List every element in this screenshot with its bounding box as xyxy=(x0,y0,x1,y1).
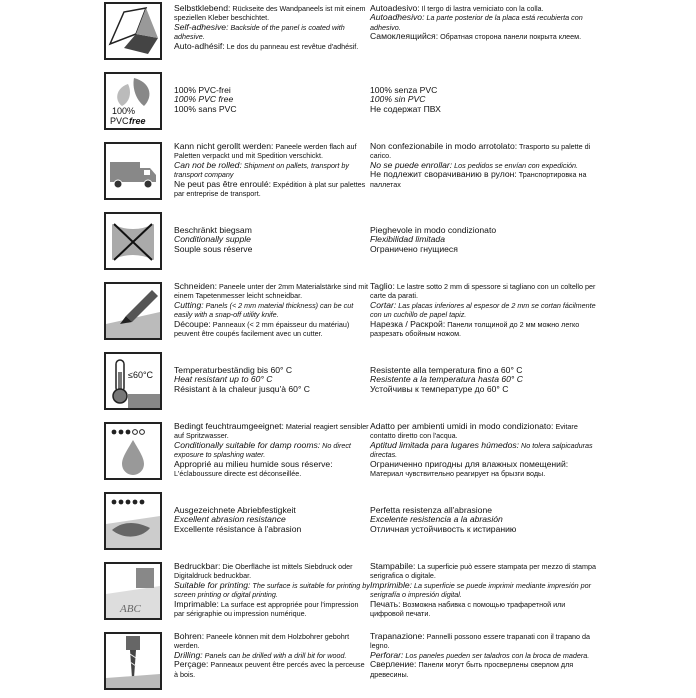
left-desc: Paneele werden flach auf Paletten verpackt und mit Spedition verschickt. xyxy=(174,142,357,161)
left-line xyxy=(174,600,370,619)
right-lead: Сверление: xyxy=(370,659,417,670)
right-lead: Imprimible: xyxy=(370,579,413,590)
right-lead: Не подлежит сворачиванию в рулон: xyxy=(370,169,517,180)
right-lead: Устойчивы к температуре до 60° C xyxy=(370,383,509,394)
right-text-column xyxy=(370,422,600,478)
right-text-column xyxy=(370,282,600,338)
right-desc: Pannelli possono essere trapanati con il trapano da legno. xyxy=(370,632,591,651)
right-line xyxy=(370,320,600,339)
left-text-column xyxy=(174,226,370,254)
left-desc: The surface is suitable for printing by screen printing or digital printing. xyxy=(174,580,370,600)
left-desc: Panneaux (< 2 mm épaisseur du matériau) peuvent être coupés facilement avec un cutter. xyxy=(174,319,350,339)
right-text-column xyxy=(370,632,600,679)
property-row xyxy=(0,352,696,418)
left-desc: Paneele unter der 2mm Materialstärke sind mit einem Tapetenmesser leicht schneidbar. xyxy=(174,282,369,301)
property-row xyxy=(0,282,696,348)
right-lead: Flexibilidad limitada xyxy=(370,234,445,245)
right-lead: Самоклеящийся: xyxy=(370,31,439,42)
left-lead: 100% PVC free xyxy=(174,94,234,105)
left-lead: Ne peut pas être enroulé: xyxy=(174,178,271,189)
right-text-column xyxy=(370,506,600,534)
left-line xyxy=(174,180,370,199)
right-desc: Материал чувствительно реагирует на брызги воды. xyxy=(370,469,546,479)
left-line xyxy=(174,301,370,320)
right-text-column xyxy=(370,366,600,394)
right-desc: Trasporto su palette di carico. xyxy=(370,142,591,161)
left-desc: No direct exposure to splashing water. xyxy=(174,440,351,460)
left-desc: Paneele können mit dem Holzbohrer gebohrt werden. xyxy=(174,632,350,651)
printable-surface-icon xyxy=(104,562,162,620)
left-line xyxy=(174,42,370,51)
right-lead: Ограниченно пригодны для влажных помещений: xyxy=(370,458,569,469)
left-lead: Self-adhesive: xyxy=(174,21,229,32)
right-lead: Нарезка / Раскрой: xyxy=(370,318,446,329)
right-desc: La parte posterior de la placa está recubierta con adhesivo. xyxy=(370,13,583,32)
left-lead: Excellente résistance à l'abrasion xyxy=(174,523,302,534)
right-lead: Autoadhesivo: xyxy=(370,12,425,23)
right-desc: Обратная сторона панели покрыта клеем. xyxy=(438,32,582,42)
right-line xyxy=(370,525,600,534)
left-desc: Backside of the panel is coated with adhesive. xyxy=(174,22,345,42)
right-line xyxy=(370,282,600,301)
left-line xyxy=(174,320,370,339)
right-lead: Perfetta resistenza all'abrasione xyxy=(370,505,493,515)
bend-crossed-icon xyxy=(104,212,162,270)
left-lead: Can not be rolled: xyxy=(174,159,242,170)
right-lead: Aptitud limitada para lugares húmedos: xyxy=(370,439,520,450)
right-lead: Excelente resistencia a la abrasión xyxy=(370,514,503,525)
left-desc: Panels (< 2 mm material thickness) can be cut easily with a snap-off utility knife. xyxy=(174,300,354,320)
left-lead: Heat resistant up to 60° C xyxy=(174,374,273,385)
left-lead: Bedingt feuchtraumgeeignet: xyxy=(174,421,284,431)
right-desc: Las placas inferiores al espesor de 2 mm se cortan fácilmente con un cuchillo de papel tapiz. xyxy=(370,300,596,320)
right-line xyxy=(370,142,600,161)
right-lead: Resistente alla temperatura fino a 60° C xyxy=(370,365,523,375)
right-lead: 100% senza PVC xyxy=(370,85,438,95)
pvc-free-leaf-icon xyxy=(104,72,162,130)
right-lead: No se puede enrollar: xyxy=(370,159,453,170)
left-text-column xyxy=(174,282,370,338)
right-lead: Perforar: xyxy=(370,649,404,660)
left-line xyxy=(174,245,370,254)
property-row xyxy=(0,212,696,278)
right-line xyxy=(370,581,600,600)
left-lead: Auto-adhésif: xyxy=(174,40,225,51)
right-line xyxy=(370,632,600,651)
right-line xyxy=(370,600,600,619)
right-line xyxy=(370,245,600,254)
right-line xyxy=(370,562,600,581)
left-line xyxy=(174,422,370,441)
left-line xyxy=(174,105,370,114)
left-lead: Imprimable: xyxy=(174,598,219,609)
right-line xyxy=(370,301,600,320)
right-text-column xyxy=(370,4,600,42)
left-desc: Le dos du panneau est revêtue d'adhésif. xyxy=(224,41,359,51)
right-line xyxy=(370,105,600,114)
left-lead: Conditionally supple xyxy=(174,234,251,245)
left-lead: Cutting: xyxy=(174,299,204,310)
left-desc: Material reagiert sensibler auf Spritzwasser. xyxy=(174,422,369,441)
left-line xyxy=(174,282,370,301)
left-lead: Conditionally suitable for damp rooms: xyxy=(174,439,321,450)
right-desc: No tolera salpicaduras directas. xyxy=(370,440,593,460)
right-lead: Печать: xyxy=(370,598,401,609)
right-lead: Stampabile: xyxy=(370,561,416,571)
right-lead: Ограничено гнущиеся xyxy=(370,243,458,254)
property-row xyxy=(0,562,696,628)
left-line xyxy=(174,581,370,600)
svg-text:≤60°C: ≤60°C xyxy=(128,370,154,380)
property-row xyxy=(0,2,696,68)
left-lead: Perçage: xyxy=(174,659,209,670)
left-desc: L'éclaboussure directe est déconseillée. xyxy=(174,469,302,479)
left-desc: Shipment on pallets, transport by transport company xyxy=(174,160,349,180)
left-lead: Ausgezeichnete Abriebfestigkeit xyxy=(174,505,296,515)
left-text-column xyxy=(174,632,370,679)
thermometer-icon xyxy=(104,352,162,410)
left-desc: Die Oberfläche ist mittels Siebdruck oder Digitaldruck bedruckbar. xyxy=(174,562,353,581)
right-line xyxy=(370,13,600,32)
left-lead: Bohren: xyxy=(174,631,205,641)
left-desc: Expédition à plat sur palettes par entreprise de transport. xyxy=(174,179,366,199)
left-lead: Beschränkt biegsam xyxy=(174,225,252,235)
left-lead: Découpe: xyxy=(174,318,211,329)
left-line xyxy=(174,4,370,23)
right-desc: Le lastre sotto 2 mm di spessore si tagliano con un coltello per carte da parati. xyxy=(370,282,596,301)
right-text-column xyxy=(370,226,600,254)
right-desc: La superficie se puede imprimir mediante impresión por serigrafía o impresión digital. xyxy=(370,580,592,600)
right-text-column xyxy=(370,142,600,189)
delivery-truck-icon xyxy=(104,142,162,200)
left-desc: La surface est appropriée pour l'impression par sérigraphie ou impression numérique. xyxy=(174,599,359,619)
right-line xyxy=(370,385,600,394)
svg-text:PVC: PVC xyxy=(110,116,129,126)
right-desc: Панели толщиной до 2 мм можно легко разрезать обойным ножом. xyxy=(370,319,580,339)
right-lead: Pieghevole in modo condizionato xyxy=(370,225,497,235)
svg-text:100%: 100% xyxy=(112,106,136,116)
right-lead: Не содержат ПВХ xyxy=(370,103,441,114)
left-lead: Excellent abrasion resistance xyxy=(174,514,286,525)
left-desc: Panels can be drilled with a drill bit for wood. xyxy=(202,650,347,660)
left-lead: 100% sans PVC xyxy=(174,103,237,114)
right-line xyxy=(370,660,600,679)
right-line xyxy=(370,32,600,41)
right-desc: La superficie può essere stampata per mezzo di stampa serigrafica o digitale. xyxy=(370,562,596,581)
right-desc: Los pedidos se envían con expedición. xyxy=(452,160,579,170)
property-row xyxy=(0,142,696,208)
right-desc: Il tergo di lastra verniciato con la colla. xyxy=(419,4,544,13)
left-text-column xyxy=(174,4,370,51)
right-desc: Панели могут быть просверлены сверлом для древесины. xyxy=(370,660,574,679)
right-lead: Adatto per ambienti umidi in modo condizionato: xyxy=(370,421,554,431)
left-line xyxy=(174,142,370,161)
right-desc: Evitare contatto diretto con l'acqua. xyxy=(370,422,578,441)
left-desc: Panneaux peuvent être percés avec la perceuse à bois. xyxy=(174,660,365,679)
right-lead: Non confezionabile in modo arrotolato: xyxy=(370,141,518,151)
right-lead: Trapanazione: xyxy=(370,631,425,641)
right-lead: Autoadesivo: xyxy=(370,3,420,13)
right-line xyxy=(370,441,600,460)
left-lead: Suitable for printing: xyxy=(174,579,251,590)
left-line xyxy=(174,562,370,581)
water-drop-icon xyxy=(104,422,162,480)
left-lead: Drilling: xyxy=(174,649,203,660)
left-desc: Rückseite des Wandpaneels ist mit einem speziellen Kleber beschichtet. xyxy=(174,4,366,23)
self-adhesive-panel-icon xyxy=(104,2,162,60)
svg-text:free: free xyxy=(129,116,146,126)
right-lead: Resistente a la temperatura hasta 60° C xyxy=(370,374,523,385)
right-line xyxy=(370,422,600,441)
right-desc: Los paneles pueden ser taladros con la broca de madera. xyxy=(403,650,590,660)
left-text-column xyxy=(174,506,370,534)
left-text-column xyxy=(174,142,370,198)
left-line xyxy=(174,632,370,651)
left-text-column xyxy=(174,422,370,478)
left-text-column xyxy=(174,86,370,114)
right-lead: Taglio: xyxy=(370,281,395,291)
right-text-column xyxy=(370,562,600,618)
left-lead: Souple sous réserve xyxy=(174,243,253,254)
property-row xyxy=(0,422,696,488)
right-desc: Возможна набивка с помощью трафаретной или цифровой печати. xyxy=(370,599,566,619)
right-lead: 100% sin PVC xyxy=(370,94,426,105)
left-lead: Kann nicht gerollt werden: xyxy=(174,141,274,151)
left-line xyxy=(174,385,370,394)
property-row xyxy=(0,632,696,698)
abrasion-cloth-icon xyxy=(104,492,162,550)
property-row xyxy=(0,72,696,138)
left-line xyxy=(174,660,370,679)
left-lead: Selbstklebend: xyxy=(174,3,231,13)
left-lead: 100% PVC-frei xyxy=(174,85,231,95)
right-lead: Cortar: xyxy=(370,299,397,310)
property-row xyxy=(0,492,696,558)
left-lead: Schneiden: xyxy=(174,281,218,291)
left-lead: Approprié au milieu humide sous réserve: xyxy=(174,458,333,469)
right-line xyxy=(370,460,600,479)
left-line xyxy=(174,161,370,180)
left-line xyxy=(174,23,370,42)
cutter-knife-icon xyxy=(104,282,162,340)
right-text-column xyxy=(370,86,600,114)
left-line xyxy=(174,525,370,534)
left-lead: Temperaturbeständig bis 60° C xyxy=(174,365,293,375)
drill-icon xyxy=(104,632,162,690)
left-line xyxy=(174,441,370,460)
left-lead: Résistant à la chaleur jusqu'à 60° C xyxy=(174,383,310,394)
left-text-column xyxy=(174,562,370,618)
left-lead: Bedruckbar: xyxy=(174,561,221,571)
left-text-column xyxy=(174,366,370,394)
left-line xyxy=(174,460,370,479)
right-line xyxy=(370,170,600,189)
svg-text:ABC: ABC xyxy=(120,603,141,615)
right-lead: Отличная устойчивость к истиранию xyxy=(370,523,517,534)
right-desc: Транспортировка на паллетах xyxy=(370,170,587,189)
